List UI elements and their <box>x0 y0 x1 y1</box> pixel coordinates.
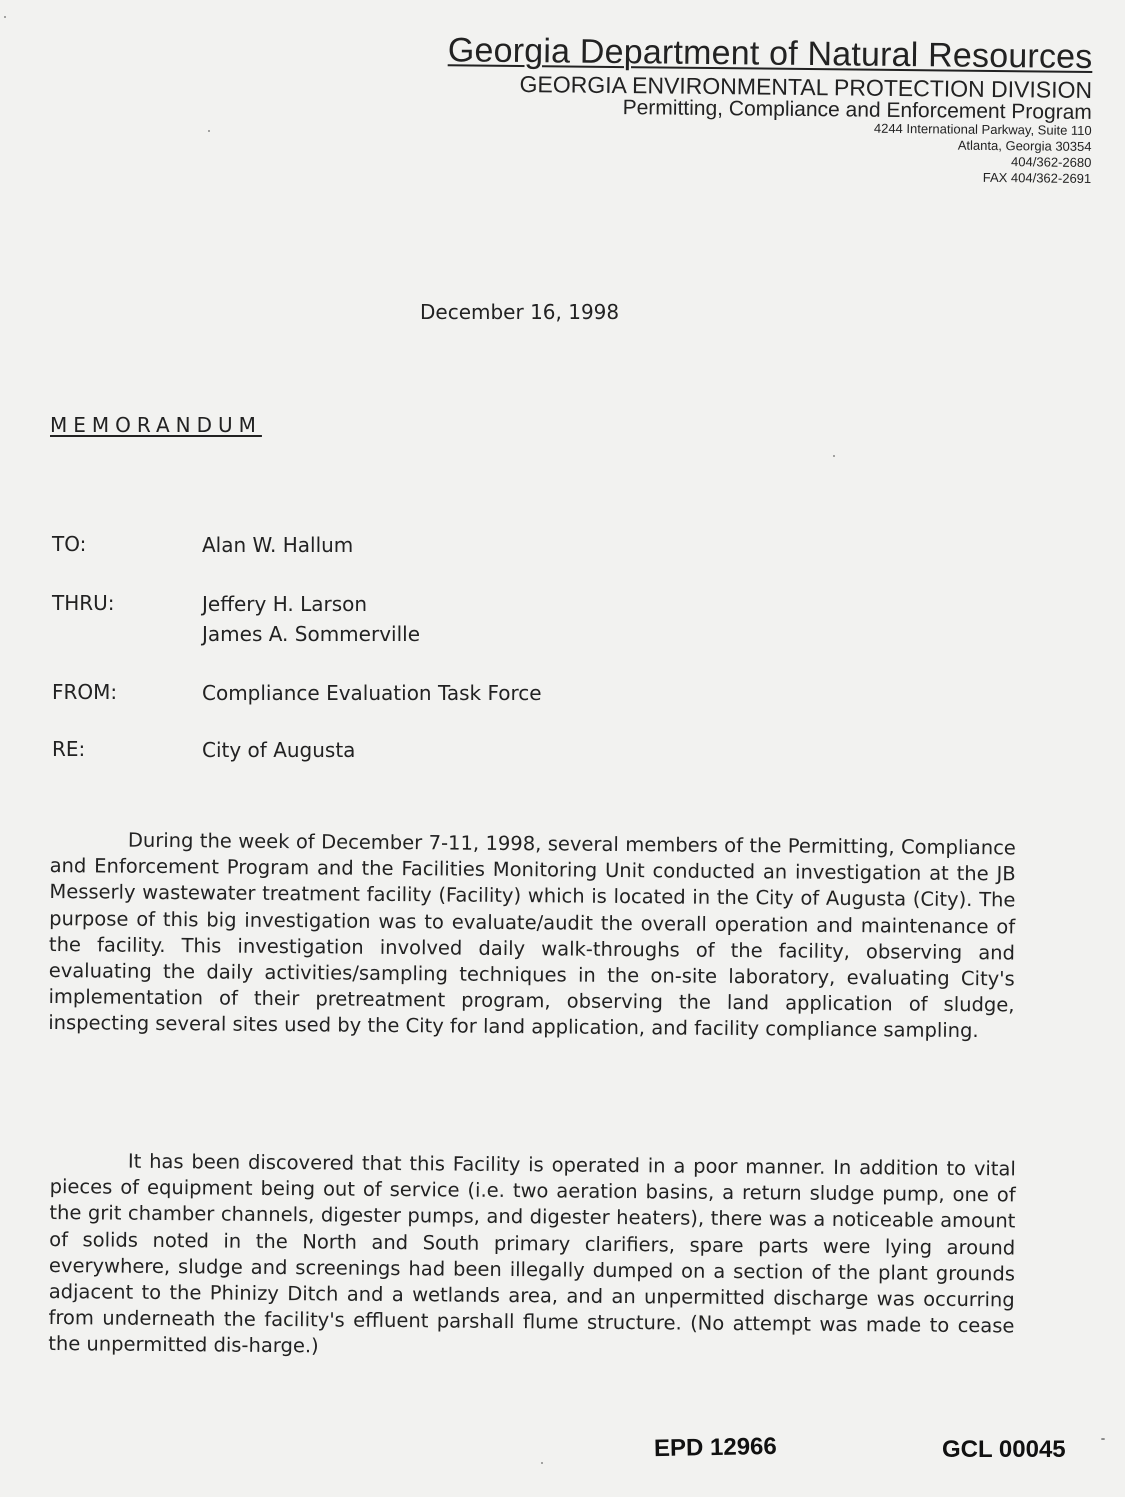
paragraph-text: It has been discovered that this Facility is operated in a poor manner. In addition to vital pieces of equipment being out of service (i.e. two aeration basins, a return sludge pump, one of the grit chamber channels, digester pumps, and digester heaters), there was a noticeable amount of solids noted in the North and South primary clarifiers, spare parts were lying around everywhere, sludge and screenings had been illegally dumped on a section of the plant grounds adjacent to the Phinizy Ditch and a wetlands area, and an unpermitted discharge was occurring from underneath the facility's effluent parshall flume structure. (No attempt was made to cease the unpermitted dis-harge.) <box>48 1149 1016 1358</box>
paragraph-text: During the week of December 7-11, 1998, several members of the Permitting, Compliance and Enforcement Program and the Facilities Monitoring Unit conducted an investigation at the JB Messerly wastewater treatment facility (Facility) which is located in the City of Augusta (City). The purpose of this big investigation was to evaluate/audit the overall operation and maintenance of the facility. This investigation involved daily walk-throughs of the facility, observing and evaluating the daily activities/sampling techniques in the on-site laboratory, evaluating City's implementation of their pretreatment program, observing the land application of sludge, inspecting several sites used by the City for land application, and facility compliance sampling. <box>48 828 1016 1043</box>
program-name: Permitting, Compliance and Enforcement Program <box>622 96 1093 124</box>
fax-number: FAX 404/362-2691 <box>983 169 1092 186</box>
scan-speck <box>833 455 835 457</box>
scan-speck <box>4 16 6 18</box>
header-value: Compliance Evaluation Task Force <box>202 681 542 705</box>
scan-speck <box>1101 1438 1105 1440</box>
body-paragraph-2 <box>48 1148 1016 1366</box>
header-label: THRU: <box>52 591 115 615</box>
header-label: TO: <box>52 532 87 556</box>
scan-speck <box>208 130 210 132</box>
division-name: GEORGIA ENVIRONMENTAL PROTECTION DIVISION <box>519 71 1093 103</box>
department-name: Georgia Department of Natural Resources <box>447 31 1093 76</box>
phone-number: 404/362-2680 <box>1011 154 1092 170</box>
memo-title: MEMORANDUM <box>50 413 262 437</box>
header-value: Jeffery H. Larson <box>202 592 368 616</box>
header-value: City of Augusta <box>202 738 356 762</box>
address-line-1: 4244 International Parkway, Suite 110 <box>874 120 1093 138</box>
address-line-2: Atlanta, Georgia 30354 <box>958 137 1092 154</box>
scan-speck <box>541 1462 543 1464</box>
gcl-bates-stamp: GCL 00045 <box>942 1436 1066 1463</box>
header-label: RE: <box>52 737 86 761</box>
header-label: FROM: <box>52 680 118 704</box>
memo-date: December 16, 1998 <box>420 300 620 324</box>
body-paragraph-1 <box>48 827 1016 1045</box>
header-value: James A. Sommerville <box>202 622 420 646</box>
epd-bates-stamp: EPD 12966 <box>653 1432 777 1463</box>
letterhead <box>447 31 1093 187</box>
header-value: Alan W. Hallum <box>202 533 354 557</box>
